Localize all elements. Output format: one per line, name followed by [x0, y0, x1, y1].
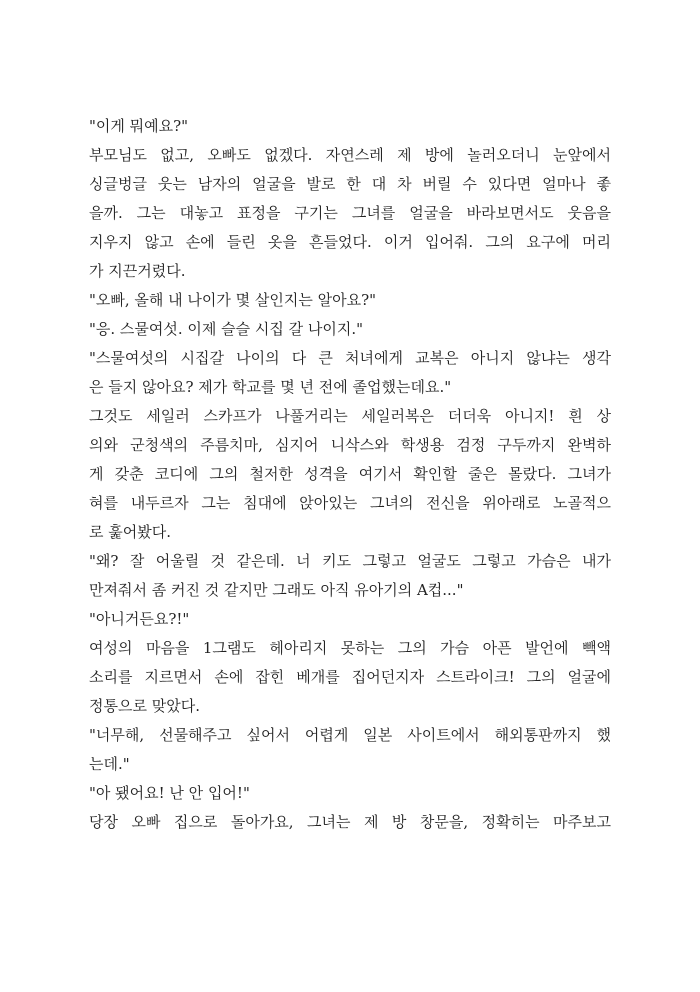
text-line: 정통으로 맞았다. [89, 697, 200, 715]
text-line: "이게 뭐예요?" [89, 117, 189, 135]
text-line: 소리를 지르면서 손에 잡힌 베개를 집어던지자 스트라이크! 그의 얼굴에 [89, 668, 611, 686]
text-line: 당장 오빠 집으로 돌아가요, 그녀는 제 방 창문을, 정확히는 마주보고 [89, 813, 611, 831]
text-line: 의와 군청색의 주름치마, 심지어 니삭스와 학생용 검정 구두까지 완벽하 [89, 436, 611, 454]
text-line: 부모님도 없고, 오빠도 없겠다. 자연스레 제 방에 놀러오더니 눈앞에서 [89, 146, 611, 164]
text-line: 은 들지 않아요? 제가 학교를 몇 년 전에 졸업했는데요." [89, 378, 452, 396]
text-line: "스물여섯의 시집갈 나이의 다 큰 처녀에게 교복은 아니지 않냐는 생각 [89, 349, 611, 367]
text-line: "아니거든요?!" [89, 610, 190, 628]
text-line: 로 훑어봤다. [89, 523, 171, 541]
text-line: 혀를 내두르자 그는 침대에 앉아있는 그녀의 전신을 위아래로 노골적으 [89, 494, 611, 512]
text-line: "아 됐어요! 난 안 입어!" [89, 784, 250, 802]
text-line: "오빠, 올해 내 나이가 몇 살인지는 알아요?" [89, 291, 377, 309]
text-line: 만져줘서 좀 커진 것 같지만 그래도 아직 유아기의 A컵..." [89, 581, 464, 599]
text-line: 지우지 않고 손에 들린 옷을 흔들었다. 이거 입어줘. 그의 요구에 머리 [89, 233, 611, 251]
text-line: 여성의 마음을 1그램도 헤아리지 못하는 그의 가슴 아픈 발언에 빽액 [89, 639, 611, 657]
text-line: "응. 스물여섯. 이제 슬슬 시집 갈 나이지." [89, 320, 364, 338]
text-line: 싱글벙글 웃는 남자의 얼굴을 발로 한 대 차 버릴 수 있다면 얼마나 좋 [89, 175, 611, 193]
body-text [89, 112, 611, 837]
text-line: "너무해, 선물해주고 싶어서 어렵게 일본 사이트에서 해외통판까지 했 [89, 726, 611, 744]
text-line: 을까. 그는 대놓고 표정을 구기는 그녀를 얼굴을 바라보면서도 웃음을 [89, 204, 611, 222]
text-line: "왜? 잘 어울릴 것 같은데. 너 키도 그렇고 얼굴도 그렇고 가슴은 내가 [89, 552, 611, 570]
text-line: 는데." [89, 755, 130, 773]
text-line: 그것도 세일러 스카프가 나풀거리는 세일러복은 더더욱 아니지! 흰 상 [89, 407, 611, 425]
text-line: 가 지끈거렸다. [89, 262, 186, 280]
text-line: 게 갖춘 코디에 그의 철저한 성격을 여기서 확인할 줄은 몰랐다. 그녀가 [89, 465, 611, 483]
